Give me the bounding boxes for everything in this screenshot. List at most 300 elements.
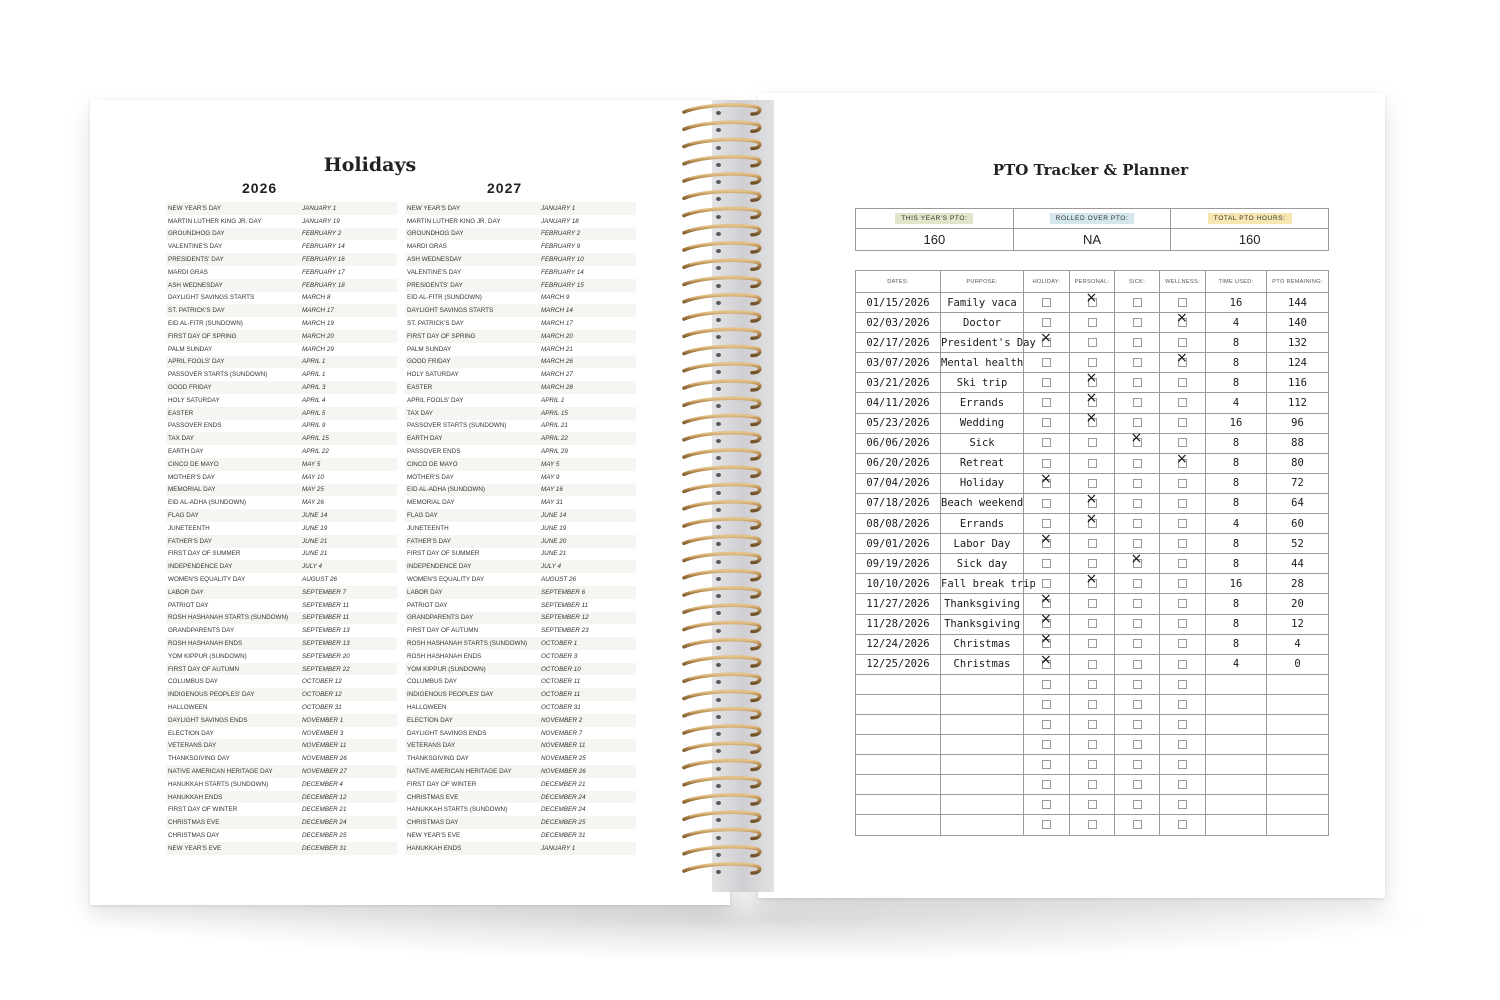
pto-remaining-cell[interactable]: 60 (1267, 514, 1329, 534)
sick-checkbox[interactable] (1133, 720, 1142, 729)
sick-checkbox[interactable] (1133, 539, 1142, 548)
personal-checkbox[interactable] (1088, 619, 1097, 628)
date-cell[interactable] (856, 674, 941, 694)
purpose-cell[interactable] (941, 795, 1024, 815)
holiday-name: EARTH DAY (407, 435, 443, 443)
holiday-date: FEBRUARY 2 (302, 230, 342, 238)
holiday-date: APRIL 5 (302, 409, 326, 417)
personal-checkbox[interactable] (1088, 519, 1097, 528)
date-cell[interactable]: 08/08/2026 (856, 514, 941, 534)
time-used-cell[interactable] (1206, 795, 1267, 815)
personal-checkbox[interactable] (1088, 760, 1097, 769)
holiday-row (405, 714, 636, 727)
holiday-name: FIRST DAY OF SUMMER (407, 550, 480, 558)
holiday-checkbox[interactable] (1042, 539, 1051, 548)
personal-checkbox[interactable] (1088, 338, 1097, 347)
pto-summary-value[interactable]: NA (1082, 232, 1102, 247)
binding-hole (716, 784, 721, 788)
wellness-checkbox[interactable] (1178, 820, 1187, 829)
wellness-checkbox[interactable] (1178, 700, 1187, 709)
wellness-checkbox[interactable] (1178, 559, 1187, 568)
wellness-checkbox[interactable] (1178, 619, 1187, 628)
holiday-name: ST. PATRICK'S DAY (168, 307, 225, 315)
personal-checkbox[interactable] (1088, 599, 1097, 608)
binding-hole (716, 508, 721, 512)
time-used-cell[interactable] (1206, 755, 1267, 775)
pto-remaining-cell[interactable] (1267, 735, 1329, 755)
pto-summary-value[interactable]: 160 (1238, 232, 1261, 247)
purpose-cell[interactable]: Christmas (941, 634, 1024, 654)
time-used-cell[interactable]: 8 (1206, 614, 1267, 634)
pto-remaining-cell[interactable]: 72 (1267, 473, 1329, 493)
time-used-cell[interactable]: 8 (1206, 493, 1267, 513)
time-used-cell[interactable]: 8 (1206, 373, 1267, 393)
holiday-date: NOVEMBER 25 (541, 755, 586, 763)
wellness-checkbox[interactable] (1178, 358, 1187, 367)
sick-checkbox[interactable] (1133, 660, 1142, 669)
holiday-checkbox[interactable] (1042, 760, 1051, 769)
date-cell[interactable] (856, 795, 941, 815)
date-cell[interactable]: 01/15/2026 (856, 293, 941, 313)
purpose-cell[interactable] (941, 735, 1024, 755)
holiday-checkbox[interactable] (1042, 378, 1051, 387)
wellness-checkbox[interactable] (1178, 298, 1187, 307)
holiday-row (405, 420, 636, 433)
sick-checkbox[interactable] (1133, 559, 1142, 568)
holiday-date: DECEMBER 24 (541, 806, 586, 814)
holiday-name: FIRST DAY OF AUTUMN (407, 627, 479, 635)
holiday-cell (1024, 735, 1070, 755)
holiday-checkbox[interactable] (1042, 338, 1051, 347)
holiday-cell (1024, 674, 1070, 694)
purpose-cell[interactable] (941, 694, 1024, 714)
holiday-row (166, 407, 397, 420)
purpose-cell[interactable]: Family vaca (941, 293, 1024, 313)
wellness-checkbox[interactable] (1178, 780, 1187, 789)
wellness-checkbox[interactable] (1178, 499, 1187, 508)
holiday-name: EID AL-ADHA (SUNDOWN) (168, 499, 247, 507)
wellness-checkbox[interactable] (1178, 639, 1187, 648)
pto-log-row-empty (856, 735, 1329, 755)
wellness-checkbox[interactable] (1178, 459, 1187, 468)
holiday-date: MARCH 21 (541, 345, 573, 353)
holiday-checkbox[interactable] (1042, 780, 1051, 789)
sick-checkbox[interactable] (1133, 438, 1142, 447)
wellness-checkbox[interactable] (1178, 800, 1187, 809)
wellness-checkbox[interactable] (1178, 378, 1187, 387)
date-cell[interactable]: 03/07/2026 (856, 353, 941, 373)
holiday-name: INDIGENOUS PEOPLES' DAY (407, 691, 494, 699)
binding-hole (716, 663, 721, 667)
date-cell[interactable]: 12/25/2026 (856, 654, 941, 674)
holiday-cell (1024, 293, 1070, 313)
date-cell[interactable] (856, 815, 941, 835)
holiday-date: JANUARY 18 (541, 217, 579, 225)
sick-checkbox[interactable] (1133, 298, 1142, 307)
holiday-name: TAX DAY (168, 435, 195, 443)
holiday-name: HANUKKAH STARTS (SUNDOWN) (407, 806, 508, 814)
pto-remaining-cell[interactable] (1267, 714, 1329, 734)
purpose-cell[interactable]: Thanksgiving (941, 614, 1024, 634)
pto-remaining-cell[interactable] (1267, 755, 1329, 775)
wellness-checkbox[interactable] (1178, 579, 1187, 588)
pto-remaining-cell[interactable]: 124 (1267, 353, 1329, 373)
holiday-name: MARTIN LUTHER KING JR. DAY (407, 217, 501, 225)
personal-checkbox[interactable] (1088, 418, 1097, 427)
binding-hole (716, 491, 721, 495)
personal-checkbox[interactable] (1088, 318, 1097, 327)
time-used-cell[interactable] (1206, 735, 1267, 755)
purpose-cell[interactable]: Doctor (941, 313, 1024, 333)
date-cell[interactable]: 02/03/2026 (856, 313, 941, 333)
purpose-cell[interactable]: Errands (941, 393, 1024, 413)
holiday-date: APRIL 21 (541, 422, 568, 430)
pto-summary-value[interactable]: 160 (923, 232, 946, 247)
wellness-checkbox[interactable] (1178, 519, 1187, 528)
sick-checkbox[interactable] (1133, 760, 1142, 769)
holiday-row (405, 445, 636, 458)
holiday-row (405, 637, 636, 650)
sick-checkbox[interactable] (1133, 619, 1142, 628)
date-cell[interactable] (856, 714, 941, 734)
holiday-checkbox[interactable] (1042, 499, 1051, 508)
holiday-row (166, 202, 397, 215)
pto-remaining-cell[interactable]: 64 (1267, 493, 1329, 513)
holiday-checkbox[interactable] (1042, 660, 1051, 669)
personal-checkbox[interactable] (1088, 539, 1097, 548)
pto-remaining-cell[interactable] (1267, 795, 1329, 815)
purpose-cell[interactable]: Wedding (941, 413, 1024, 433)
date-cell[interactable]: 07/18/2026 (856, 493, 941, 513)
wellness-cell (1160, 353, 1206, 373)
holiday-date: APRIL 15 (302, 435, 329, 443)
wellness-checkbox[interactable] (1178, 539, 1187, 548)
sick-cell (1115, 795, 1160, 815)
holiday-date: MARCH 20 (302, 332, 334, 340)
purpose-cell[interactable]: Sick day (941, 554, 1024, 574)
holiday-date: JUNE 19 (541, 524, 567, 532)
pto-remaining-cell[interactable]: 80 (1267, 453, 1329, 473)
pto-remaining-cell[interactable] (1267, 775, 1329, 795)
time-used-cell[interactable]: 4 (1206, 313, 1267, 333)
wellness-cell (1160, 574, 1206, 594)
sick-checkbox[interactable] (1133, 338, 1142, 347)
personal-checkbox[interactable] (1088, 780, 1097, 789)
purpose-cell[interactable]: Christmas (941, 654, 1024, 674)
time-used-cell[interactable]: 8 (1206, 353, 1267, 373)
time-used-cell[interactable] (1206, 775, 1267, 795)
purpose-cell[interactable]: Beach weekend (941, 493, 1024, 513)
holiday-row (405, 343, 636, 356)
personal-checkbox[interactable] (1088, 559, 1097, 568)
personal-checkbox[interactable] (1088, 660, 1097, 669)
holiday-checkbox[interactable] (1042, 740, 1051, 749)
date-cell[interactable]: 06/20/2026 (856, 453, 941, 473)
time-used-cell[interactable]: 8 (1206, 333, 1267, 353)
personal-checkbox[interactable] (1088, 479, 1097, 488)
purpose-cell[interactable]: Ski trip (941, 373, 1024, 393)
purpose-cell[interactable] (941, 775, 1024, 795)
time-used-cell[interactable]: 8 (1206, 554, 1267, 574)
sick-checkbox[interactable] (1133, 680, 1142, 689)
sick-checkbox[interactable] (1133, 398, 1142, 407)
holiday-date: DECEMBER 25 (302, 831, 347, 839)
holiday-row (405, 765, 636, 778)
pto-remaining-cell[interactable]: 20 (1267, 594, 1329, 614)
sick-checkbox[interactable] (1133, 639, 1142, 648)
purpose-cell[interactable]: Errands (941, 514, 1024, 534)
time-used-cell[interactable]: 8 (1206, 453, 1267, 473)
holiday-checkbox[interactable] (1042, 298, 1051, 307)
wellness-checkbox[interactable] (1178, 680, 1187, 689)
pto-remaining-cell[interactable]: 96 (1267, 413, 1329, 433)
binding-hole (716, 266, 721, 270)
holiday-date: OCTOBER 12 (302, 678, 342, 686)
pto-remaining-cell[interactable]: 116 (1267, 373, 1329, 393)
personal-cell (1070, 433, 1115, 453)
purpose-cell[interactable]: Fall break trip (941, 574, 1024, 594)
holiday-name: PASSOVER ENDS (407, 448, 461, 456)
wellness-checkbox[interactable] (1178, 438, 1187, 447)
wellness-checkbox[interactable] (1178, 720, 1187, 729)
pto-remaining-cell[interactable]: 140 (1267, 313, 1329, 333)
holiday-checkbox[interactable] (1042, 720, 1051, 729)
sick-checkbox[interactable] (1133, 378, 1142, 387)
personal-checkbox[interactable] (1088, 298, 1097, 307)
purpose-cell[interactable] (941, 815, 1024, 835)
holiday-checkbox[interactable] (1042, 599, 1051, 608)
pto-remaining-cell[interactable]: 88 (1267, 433, 1329, 453)
personal-checkbox[interactable] (1088, 378, 1097, 387)
wellness-cell (1160, 413, 1206, 433)
wellness-cell (1160, 775, 1206, 795)
holiday-row (166, 253, 397, 266)
holiday-row (405, 650, 636, 663)
holiday-checkbox[interactable] (1042, 639, 1051, 648)
date-cell[interactable]: 10/10/2026 (856, 574, 941, 594)
personal-checkbox[interactable] (1088, 680, 1097, 689)
purpose-cell[interactable]: Sick (941, 433, 1024, 453)
holiday-row (166, 739, 397, 752)
holiday-checkbox[interactable] (1042, 700, 1051, 709)
sick-cell (1115, 514, 1160, 534)
personal-cell (1070, 735, 1115, 755)
sick-cell (1115, 694, 1160, 714)
holiday-list-2027 (405, 202, 636, 855)
holiday-date: MAY 9 (541, 473, 560, 481)
date-cell[interactable]: 06/06/2026 (856, 433, 941, 453)
holiday-row (405, 727, 636, 740)
time-used-cell[interactable]: 16 (1206, 413, 1267, 433)
holiday-name: NEW YEAR'S DAY (407, 204, 461, 212)
wellness-checkbox[interactable] (1178, 760, 1187, 769)
wellness-checkbox[interactable] (1178, 660, 1187, 669)
sick-checkbox[interactable] (1133, 599, 1142, 608)
holiday-date: NOVEMBER 11 (302, 742, 347, 750)
personal-checkbox[interactable] (1088, 740, 1097, 749)
wellness-cell (1160, 534, 1206, 554)
holiday-checkbox[interactable] (1042, 418, 1051, 427)
time-used-cell[interactable]: 8 (1206, 473, 1267, 493)
wellness-checkbox[interactable] (1178, 338, 1187, 347)
holiday-checkbox[interactable] (1042, 559, 1051, 568)
time-used-cell[interactable]: 4 (1206, 393, 1267, 413)
date-cell[interactable]: 03/21/2026 (856, 373, 941, 393)
wellness-checkbox[interactable] (1178, 398, 1187, 407)
holiday-date: APRIL 1 (541, 396, 565, 404)
pto-remaining-cell[interactable]: 144 (1267, 293, 1329, 313)
sick-checkbox[interactable] (1133, 579, 1142, 588)
holiday-name: DAYLIGHT SAVINGS STARTS (168, 294, 255, 302)
sick-checkbox[interactable] (1133, 479, 1142, 488)
time-used-cell[interactable] (1206, 674, 1267, 694)
pto-remaining-cell[interactable]: 28 (1267, 574, 1329, 594)
sick-checkbox[interactable] (1133, 800, 1142, 809)
date-cell[interactable]: 07/04/2026 (856, 473, 941, 493)
personal-checkbox[interactable] (1088, 438, 1097, 447)
time-used-cell[interactable]: 16 (1206, 574, 1267, 594)
date-cell[interactable]: 05/23/2026 (856, 413, 941, 433)
binding-hole (716, 215, 721, 219)
date-cell[interactable] (856, 755, 941, 775)
sick-checkbox[interactable] (1133, 499, 1142, 508)
wellness-checkbox[interactable] (1178, 599, 1187, 608)
pto-remaining-cell[interactable]: 44 (1267, 554, 1329, 574)
time-used-cell[interactable]: 8 (1206, 594, 1267, 614)
holiday-date: APRIL 1 (302, 358, 326, 366)
pto-remaining-cell[interactable]: 12 (1267, 614, 1329, 634)
wellness-checkbox[interactable] (1178, 318, 1187, 327)
personal-checkbox[interactable] (1088, 639, 1097, 648)
personal-checkbox[interactable] (1088, 499, 1097, 508)
sick-checkbox[interactable] (1133, 519, 1142, 528)
holiday-name: YOM KIPPUR (SUNDOWN) (407, 665, 486, 673)
date-cell[interactable] (856, 735, 941, 755)
personal-checkbox[interactable] (1088, 459, 1097, 468)
sick-checkbox[interactable] (1133, 780, 1142, 789)
sick-checkbox[interactable] (1133, 820, 1142, 829)
holiday-checkbox[interactable] (1042, 680, 1051, 689)
holiday-checkbox[interactable] (1042, 438, 1051, 447)
holiday-date: MARCH 9 (541, 294, 570, 302)
holiday-date: SEPTEMBER 11 (541, 601, 589, 609)
holiday-row (405, 432, 636, 445)
time-used-cell[interactable]: 8 (1206, 433, 1267, 453)
date-cell[interactable]: 09/01/2026 (856, 534, 941, 554)
purpose-cell[interactable]: Mental health (941, 353, 1024, 373)
personal-checkbox[interactable] (1088, 579, 1097, 588)
holiday-checkbox[interactable] (1042, 459, 1051, 468)
date-cell[interactable]: 11/27/2026 (856, 594, 941, 614)
holiday-checkbox[interactable] (1042, 479, 1051, 488)
personal-checkbox[interactable] (1088, 720, 1097, 729)
time-used-cell[interactable]: 8 (1206, 534, 1267, 554)
personal-checkbox[interactable] (1088, 398, 1097, 407)
holiday-date: FEBRUARY 14 (302, 243, 345, 251)
wellness-checkbox[interactable] (1178, 740, 1187, 749)
personal-checkbox[interactable] (1088, 800, 1097, 809)
sick-checkbox[interactable] (1133, 318, 1142, 327)
holiday-name: TAX DAY (407, 409, 434, 417)
pto-remaining-cell[interactable]: 52 (1267, 534, 1329, 554)
personal-checkbox[interactable] (1088, 358, 1097, 367)
sick-checkbox[interactable] (1133, 418, 1142, 427)
personal-checkbox[interactable] (1088, 820, 1097, 829)
purpose-cell[interactable]: Thanksgiving (941, 594, 1024, 614)
sick-checkbox[interactable] (1133, 740, 1142, 749)
binding-hole (716, 560, 721, 564)
pto-remaining-cell[interactable]: 112 (1267, 393, 1329, 413)
purpose-cell[interactable]: Labor Day (941, 534, 1024, 554)
personal-cell (1070, 514, 1115, 534)
time-used-cell[interactable] (1206, 815, 1267, 835)
wellness-checkbox[interactable] (1178, 418, 1187, 427)
pto-remaining-cell[interactable]: 132 (1267, 333, 1329, 353)
date-cell[interactable]: 02/17/2026 (856, 333, 941, 353)
sick-checkbox[interactable] (1133, 459, 1142, 468)
pto-remaining-cell[interactable] (1267, 674, 1329, 694)
holiday-checkbox[interactable] (1042, 358, 1051, 367)
purpose-cell[interactable]: Holiday (941, 473, 1024, 493)
date-cell[interactable]: 09/19/2026 (856, 554, 941, 574)
holiday-row (405, 778, 636, 791)
purpose-cell[interactable] (941, 674, 1024, 694)
pto-remaining-cell[interactable]: 0 (1267, 654, 1329, 674)
holiday-checkbox[interactable] (1042, 519, 1051, 528)
date-cell[interactable]: 04/11/2026 (856, 393, 941, 413)
holiday-checkbox[interactable] (1042, 619, 1051, 628)
holiday-checkbox[interactable] (1042, 800, 1051, 809)
sick-cell (1115, 654, 1160, 674)
holiday-row (166, 752, 397, 765)
time-used-cell[interactable]: 8 (1206, 634, 1267, 654)
purpose-cell[interactable] (941, 755, 1024, 775)
purpose-cell[interactable]: President's Day (941, 333, 1024, 353)
wellness-checkbox[interactable] (1178, 479, 1187, 488)
time-used-cell[interactable]: 4 (1206, 654, 1267, 674)
personal-checkbox[interactable] (1088, 700, 1097, 709)
pto-remaining-cell[interactable] (1267, 815, 1329, 835)
holiday-date: MAY 10 (302, 473, 324, 481)
date-cell[interactable] (856, 775, 941, 795)
time-used-cell[interactable] (1206, 714, 1267, 734)
holiday-checkbox[interactable] (1042, 579, 1051, 588)
holiday-date: APRIL 3 (302, 384, 326, 392)
holiday-checkbox[interactable] (1042, 820, 1051, 829)
purpose-cell[interactable]: Retreat (941, 453, 1024, 473)
holiday-date: OCTOBER 11 (541, 691, 581, 699)
holiday-checkbox[interactable] (1042, 318, 1051, 327)
sick-checkbox[interactable] (1133, 700, 1142, 709)
time-used-cell[interactable]: 4 (1206, 514, 1267, 534)
date-cell[interactable]: 11/28/2026 (856, 614, 941, 634)
sick-checkbox[interactable] (1133, 358, 1142, 367)
year-2027-heading: 2027 (487, 180, 523, 196)
time-used-cell[interactable]: 16 (1206, 293, 1267, 313)
pto-remaining-cell[interactable] (1267, 694, 1329, 714)
time-used-cell[interactable] (1206, 694, 1267, 714)
holiday-checkbox[interactable] (1042, 398, 1051, 407)
holiday-date: MAY 16 (541, 486, 563, 494)
date-cell[interactable] (856, 694, 941, 714)
holiday-name: JUNETEENTH (407, 524, 449, 532)
date-cell[interactable]: 12/24/2026 (856, 634, 941, 654)
pto-remaining-cell[interactable]: 4 (1267, 634, 1329, 654)
pto-log-row (856, 574, 1329, 594)
personal-cell (1070, 534, 1115, 554)
purpose-cell[interactable] (941, 714, 1024, 734)
holiday-row (405, 752, 636, 765)
